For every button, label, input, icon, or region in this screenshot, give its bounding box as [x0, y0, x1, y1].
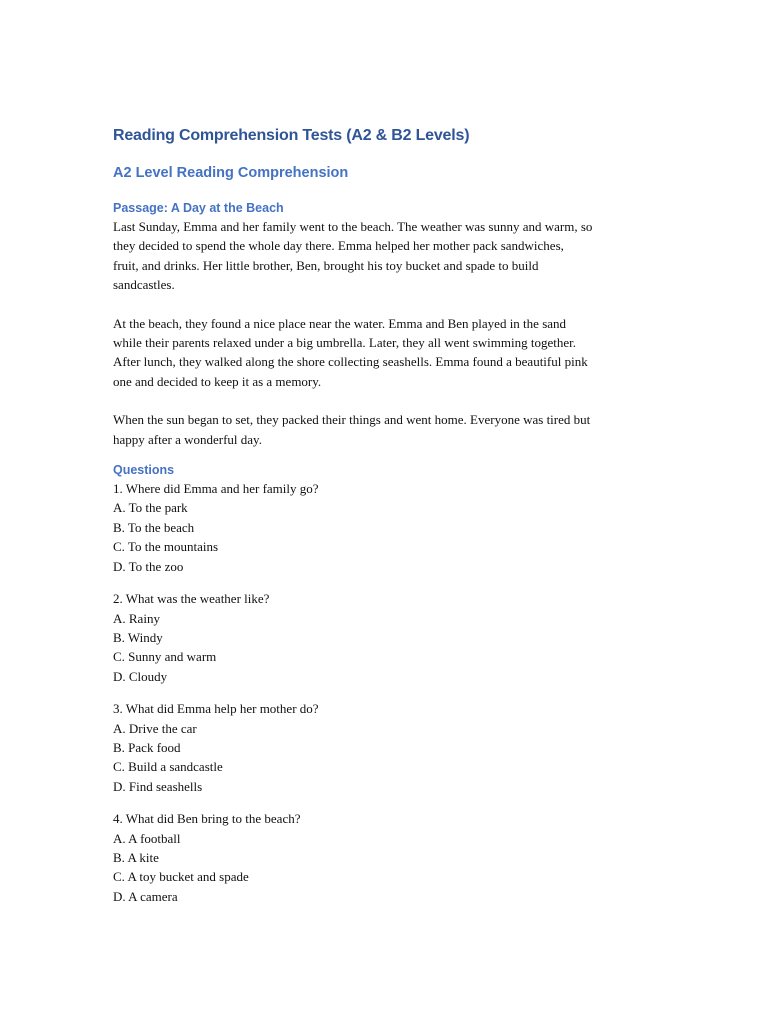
paragraph-line: sandcastles.: [113, 277, 175, 293]
answer-option: C. A toy bucket and spade: [113, 869, 249, 885]
answer-option: A. To the park: [113, 500, 188, 516]
question-item: [113, 589, 673, 686]
answer-option: B. Windy: [113, 629, 163, 645]
question-item: [113, 699, 673, 796]
document-page: [113, 124, 673, 906]
answer-option: C. Sunny and warm: [113, 649, 217, 665]
paragraph-line: Last Sunday, Emma and her family went to the beach. The weather was sunny and warm, so: [113, 219, 593, 234]
answer-option: B. A kite: [113, 849, 159, 865]
question-text: 2. What was the weather like?: [113, 591, 270, 607]
paragraph-line: one and decided to keep it as a memory.: [113, 373, 322, 389]
passage-paragraph: [113, 410, 673, 449]
passage-paragraph: [113, 217, 673, 295]
question-text: 3. What did Emma help her mother do?: [113, 701, 319, 717]
answer-option: A. A football: [113, 830, 181, 846]
section-subtitle: A2 Level Reading Comprehension: [113, 165, 349, 181]
passage-paragraph: [113, 314, 673, 392]
question-item: [113, 479, 673, 576]
answer-option: D. To the zoo: [113, 558, 184, 574]
questions-heading: Questions: [113, 463, 175, 478]
answer-option: A. Drive the car: [113, 720, 197, 736]
paragraph-line: After lunch, they walked along the shore collecting seashells. Emma found a beautiful pink: [113, 354, 588, 370]
answer-option: B. To the beach: [113, 519, 195, 535]
document-title: Reading Comprehension Tests (A2 & B2 Levels): [113, 127, 470, 144]
paragraph-line: When the sun began to set, they packed their things and went home. Everyone was tired but: [113, 412, 591, 428]
answer-option: D. Cloudy: [113, 668, 168, 684]
question-item: [113, 809, 673, 906]
answer-option: C. To the mountains: [113, 539, 219, 555]
passage-heading: Passage: A Day at the Beach: [113, 201, 284, 215]
paragraph-line: At the beach, they found a nice place near the water. Emma and Ben played in the sand: [113, 315, 567, 331]
answer-option: D. A camera: [113, 888, 178, 904]
paragraph-line: while their parents relaxed under a big umbrella. Later, they all went swimming together.: [113, 335, 576, 351]
question-text: 4. What did Ben bring to the beach?: [113, 811, 301, 827]
answer-option: D. Find seashells: [113, 778, 203, 794]
passage-body: [113, 217, 673, 449]
paragraph-line: happy after a wonderful day.: [113, 431, 262, 447]
answer-option: C. Build a sandcastle: [113, 759, 223, 775]
questions-list: [113, 479, 673, 906]
question-text: 1. Where did Emma and her family go?: [113, 481, 319, 497]
paragraph-line: fruit, and drinks. Her little brother, Ben, brought his toy bucket and spade to build: [113, 257, 539, 273]
answer-option: B. Pack food: [113, 739, 181, 755]
paragraph-line: they decided to spend the whole day there. Emma helped her mother pack sandwiches,: [113, 238, 564, 254]
answer-option: A. Rainy: [113, 610, 160, 626]
